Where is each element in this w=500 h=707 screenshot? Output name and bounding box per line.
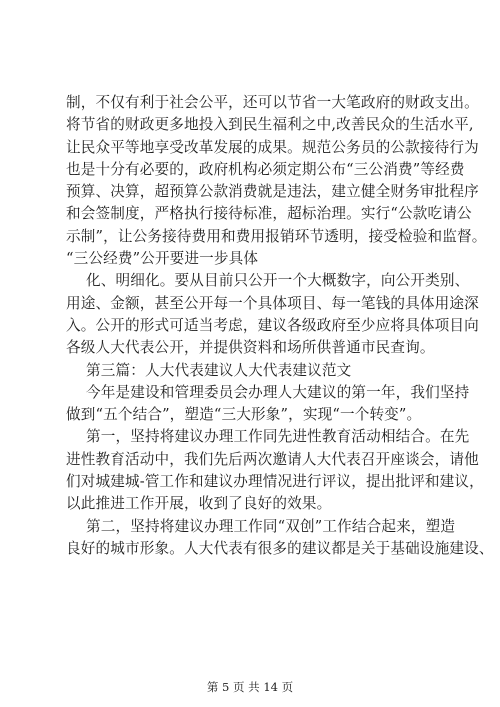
text-line: 入。公开的形式可适当考虑，建议各级政府至少应将具体项目向 [66, 316, 479, 334]
text-line: 今年是建设和管理委员会办理人大建议的第一年，我们坚持 [86, 383, 470, 401]
text-line: 和会签制度，严格执行接待标准，超标治理。实行“公款吃请公 [66, 205, 472, 223]
text-line: 制，不仅有利于社会公平，还可以节省一大笔政府的财政支出。 [66, 94, 479, 111]
text-line: 也是十分有必要的，政府机构必须定期公布“三公消费”等经费 [66, 160, 465, 178]
text-line: 进性教育活动中，我们先后两次邀请人大代表召开座谈会，请他 [66, 450, 479, 468]
document-body [66, 92, 494, 560]
text-line: 预算、决算，超预算公款消费就是违法，建立健全财务审批程序 [66, 183, 479, 201]
text-line: 们对城建城-管工作和建议办理情况进行评议，提出批评和建议， [66, 473, 484, 491]
text-line: 第二，坚持将建议办理工作同“双创”工作结合起来，塑造 [86, 517, 456, 535]
text-line: 良好的城市形象。人大代表有很多的建议都是关于基础设施建设、 [66, 539, 494, 557]
text-line: 做到“五个结合”，塑造“三大形象”，实现“一个转变”。 [66, 406, 422, 424]
text-line: 示制”，让公务接待费用和费用报销环节透明，接受检验和监督。 [66, 227, 487, 245]
text-line: 以此推进工作开展，收到了良好的效果。 [66, 495, 332, 513]
text-line: 第三篇：人大代表建议人大代表建议范文 [86, 361, 352, 379]
text-line: 将节省的财政更多地投入到民生福利之中,改善民众的生活水平, [66, 116, 474, 134]
text-line: 各级人大代表公开，并提供资料和场所供普通市民查询。 [66, 339, 435, 357]
text-line: “三公经费”公开要进一步具体 [66, 250, 259, 268]
text-line: 让民众平等地享受改革发展的成果。规范公务员的公款接待行为 [66, 138, 479, 156]
text-line: 第一，坚持将建议办理工作同先进性教育活动相结合。在先 [86, 428, 470, 446]
page-footer: 第 5 页 共 14 页 [206, 680, 294, 694]
text-line: 化、明细化。要从目前只公开一个大概数字，向公开类别、 [86, 272, 470, 290]
text-line: 用途、金额，甚至公开每一个具体项目、每一笔钱的具体用途深 [66, 294, 479, 312]
